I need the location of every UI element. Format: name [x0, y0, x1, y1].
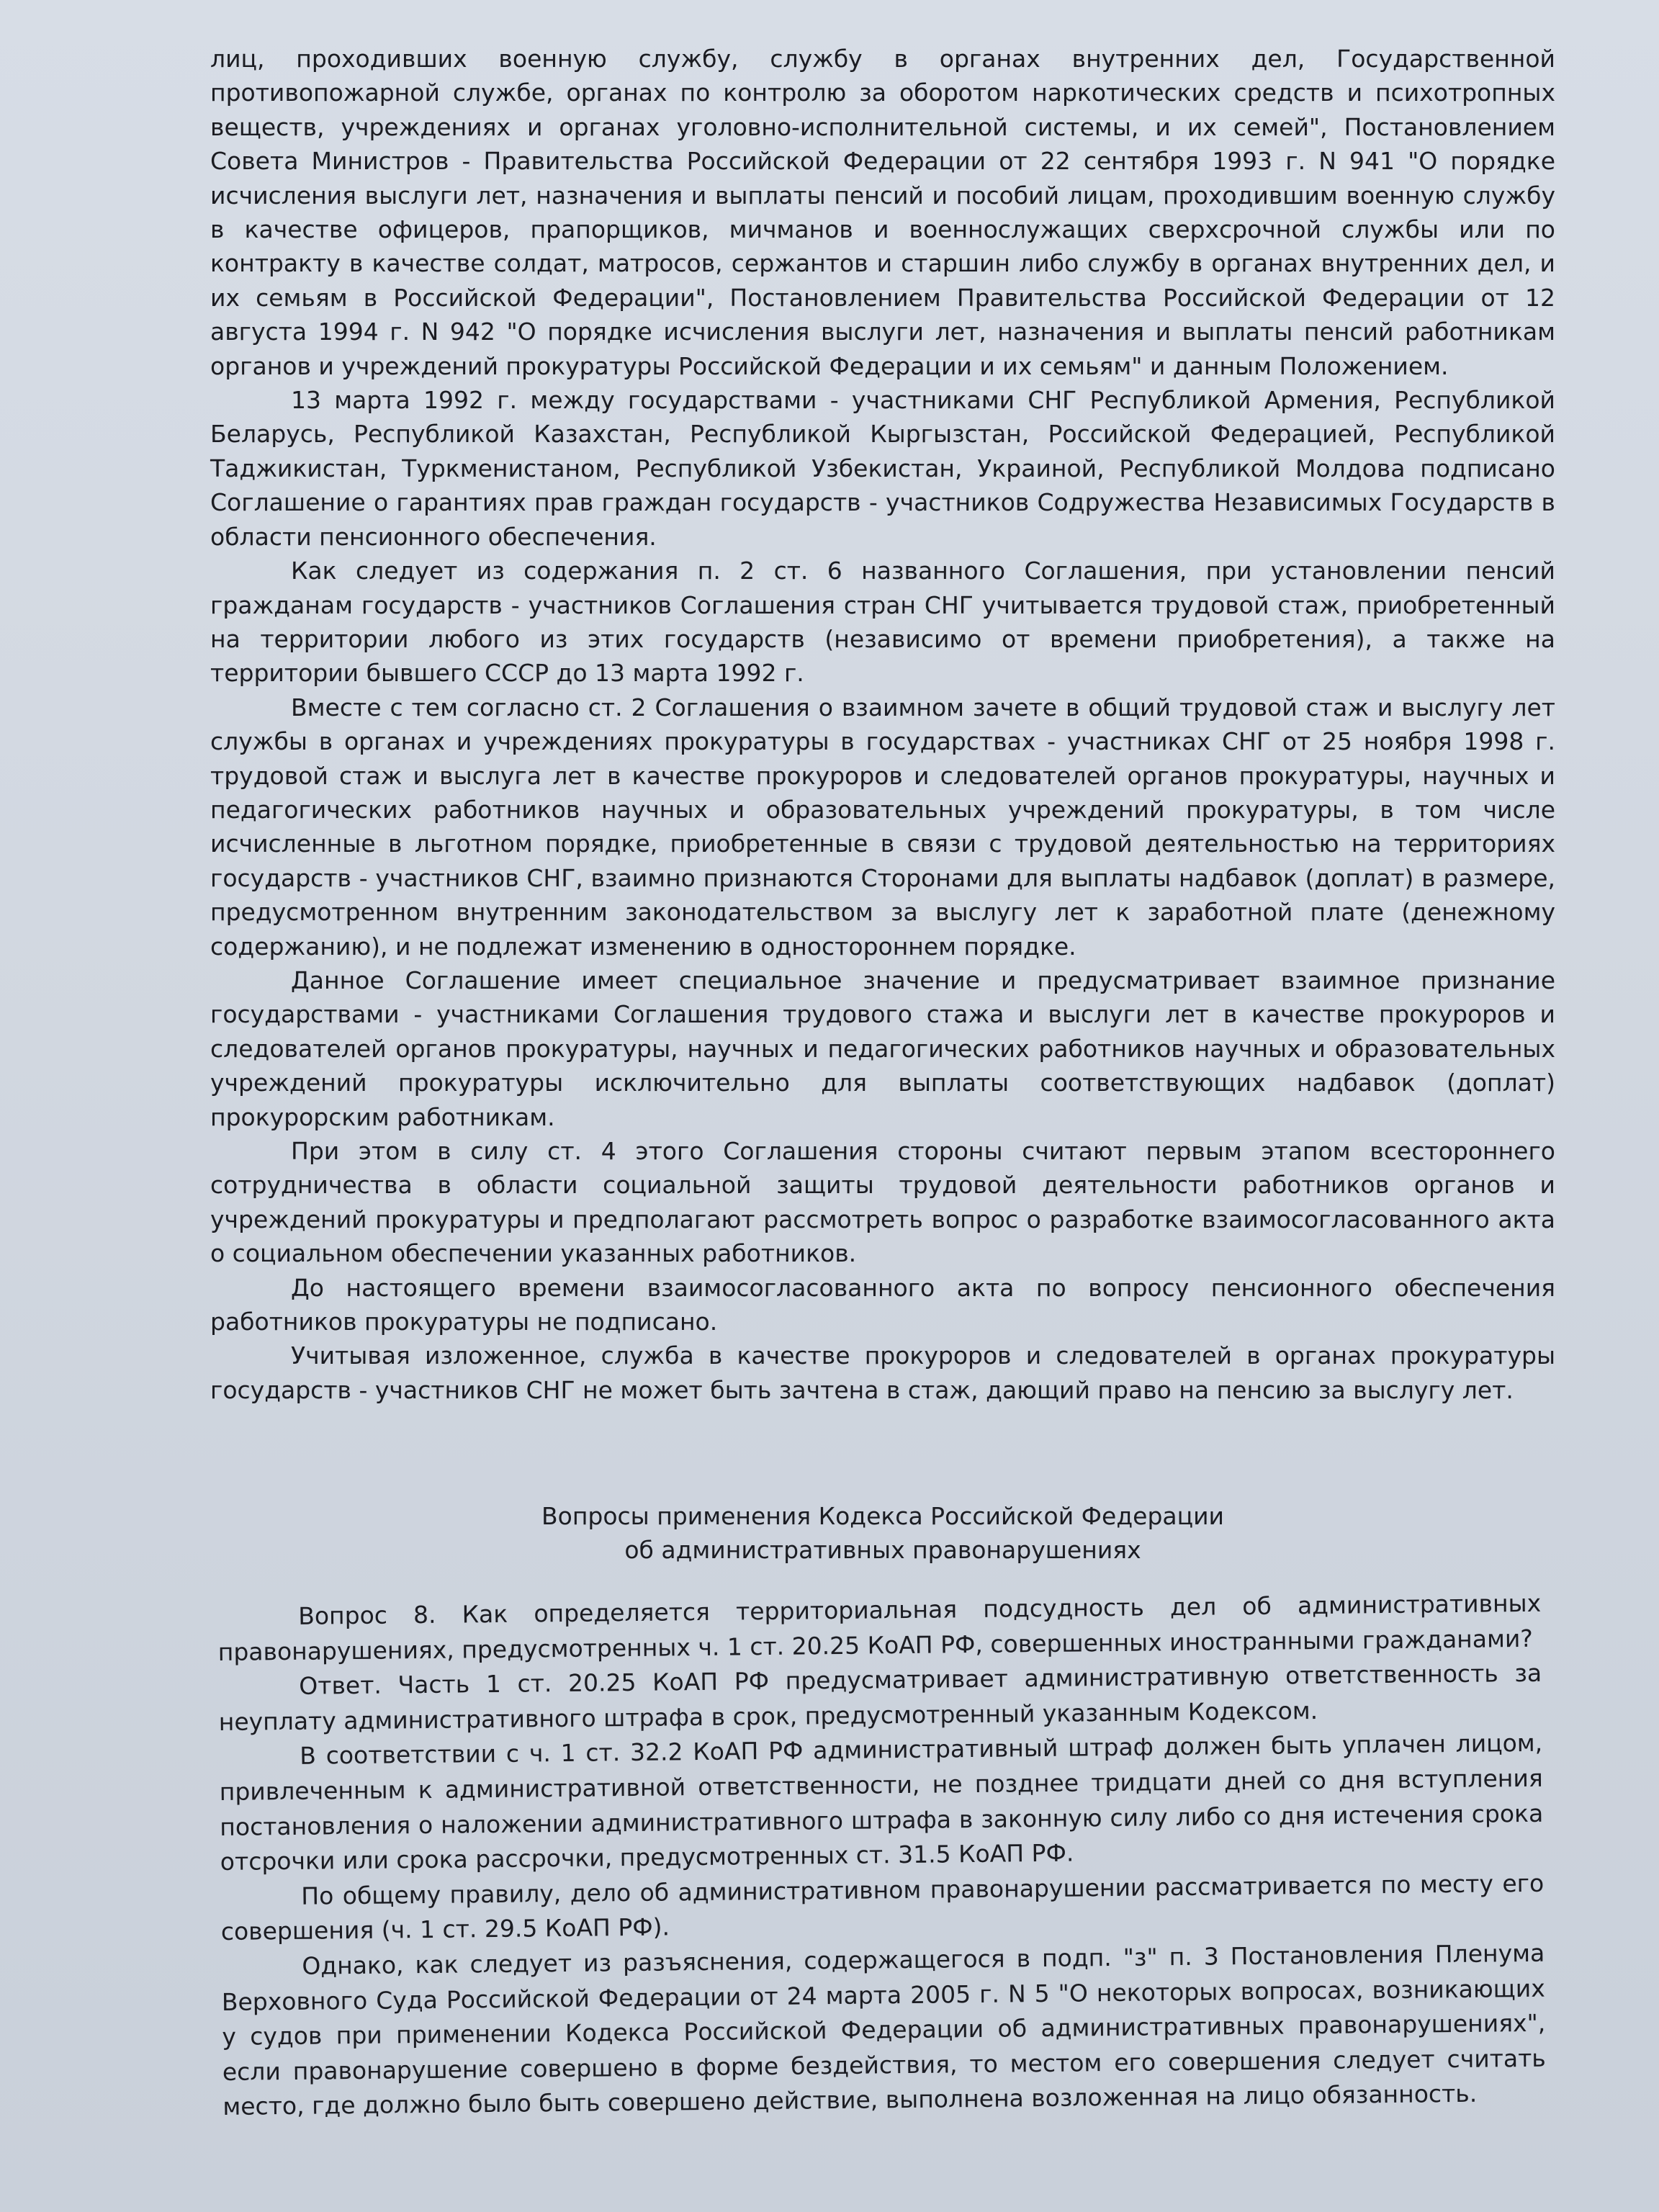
paragraph: Вместе с тем согласно ст. 2 Соглашения о взаимном зачете в общий трудовой стаж и выслугу лет службы в органах и учреждениях прокуратуры в государствах - участниках СНГ от 25 ноября 1998 г. трудовой стаж и выслуга лет в качестве прокуроров и следователей органов прокуратуры, научных и педагогических работников научных и образовательных учреждений прокуратуры, в том числе исчисленные в льготном порядке, приобретенные в связи с трудовой деятельностью на территориях государств - участников СНГ, взаимно признаются Сторонами для выплаты надбавок (доплат) в размере, предусмотренном внутренним законодательством за выслугу лет к заработной плате (денежному содержанию), и не подлежат изменению в одностороннем порядке.	[210, 693, 1555, 961]
paragraph: лиц, проходивших военную службу, службу в органах внутренних дел, Государственной противопожарной службе, органах по контролю за оборотом наркотических средств и психотропных веществ, учреждениях и органах уголовно-исполнительной системы, и их семей", Постановлением Совета Министров - Правительства Российской Федерации от 22 сентября 1993 г. N 941 "О порядке исчисления выслуги лет, назначения и выплаты пенсий и пособий лицам, проходившим военную службу в качестве офицеров, прапорщиков, мичманов и военнослужащих сверхсрочной службы или по контракту в качестве солдат, матросов, сержантов и старшин либо службу в органах внутренних дел, и их семьям в Российской Федерации", Постановлением Правительства Российской Федерации от 12 августа 1994 г. N 942 "О порядке исчисления выслуги лет, назначения и выплаты пенсий работникам органов и учреждений прокуратуры Российской Федерации и их семьям" и данным Положением.	[210, 45, 1555, 380]
paragraph: Данное Соглашение имеет специальное значение и предусматривает взаимное признание государствами - участниками Соглашения трудового стажа и выслуги лет в качестве прокуроров и следователей органов прокуратуры, научных и педагогических работников научных и образовательных учреждений прокуратуры исключительно для выплаты соответствующих надбавок (доплат) прокурорским работникам.	[210, 966, 1555, 1131]
section-heading	[210, 1499, 1555, 1567]
paragraph: Как следует из содержания п. 2 ст. 6 названного Соглашения, при установлении пенсий гражданам государств - участников Соглашения стран СНГ учитывается трудовой стаж, приобретенный на территории любого из этих государств (независимо от времени приобретения), а также на территории бывшего СССР до 13 марта 1992 г.	[210, 557, 1555, 688]
paragraph: 13 марта 1992 г. между государствами - участниками СНГ Республикой Армения, Республикой Беларусь, Республикой Казахстан, Республикой Кыргызстан, Российской Федерацией, Республикой Таджикистан, Туркменистаном, Республикой Узбекистан, Украиной, Республикой Молдова подписано Соглашение о гарантиях прав граждан государств - участников Содружества Независимых Государств в области пенсионного обеспечения.	[210, 386, 1555, 551]
section-heading-line-2: об административных правонарушениях	[624, 1536, 1141, 1564]
paragraph: Однако, как следует из разъяснения, содержащегося в подп. "з" п. 3 Постановления Пленума Верховного Суда Российской Федерации от 24 марта 2005 г. N 5 "О некоторых вопросах, возникающих у судов при применении Кодекса Российской Федерации об административных правонарушениях", если правонарушение совершено в форме бездействия, то местом его совершения следует считать место, где должно было быть совершено действие, выполнена возложенная на лицо обязанность.	[221, 1938, 1546, 2121]
paragraph: Учитывая изложенное, служба в качестве прокуроров и следователей в органах прокуратуры государств - участников СНГ не может быть зачтена в стаж, дающий право на пенсию за выслугу лет.	[210, 1341, 1555, 1404]
paragraph: До настоящего времени взаимосогласованного акта по вопросу пенсионного обеспечения работников прокуратуры не подписано.	[210, 1273, 1555, 1336]
body-text-section-2	[217, 1586, 1547, 2125]
paragraph: По общему правилу, дело об административном правонарушении рассматривается по месту его совершения (ч. 1 ст. 29.5 КоАП РФ).	[220, 1869, 1545, 1946]
paragraph: В соответствии с ч. 1 ст. 32.2 КоАП РФ административный штраф должен быть уплачен лицом, привлеченным к административной ответственности, не позднее тридцати дней со дня вступления постановления о наложении административного штрафа в законную силу либо со дня истечения срока отсрочки или срока рассрочки, предусмотренных ст. 31.5 КоАП РФ.	[219, 1729, 1544, 1876]
paragraph: При этом в силу ст. 4 этого Соглашения стороны считают первым этапом всестороннего сотрудничества в области социальной защиты трудовой деятельности работников органов и учреждений прокуратуры и предполагают рассмотреть вопрос о разработке взаимосогласованного акта о социальном обеспечении указанных работников.	[210, 1137, 1555, 1268]
paragraph: Вопрос 8. Как определяется территориальная подсудность дел об административных правонарушениях, предусмотренных ч. 1 ст. 20.25 КоАП РФ, совершенных иностранными гражданами?	[217, 1588, 1542, 1666]
paragraph: Ответ. Часть 1 ст. 20.25 КоАП РФ предусматривает административную ответственность за неуплату административного штрафа в срок, предусмотренный указанным Кодексом.	[218, 1658, 1542, 1736]
body-text-section-1	[210, 42, 1555, 1407]
section-heading-line-1: Вопросы применения Кодекса Российской Федерации	[541, 1502, 1224, 1530]
